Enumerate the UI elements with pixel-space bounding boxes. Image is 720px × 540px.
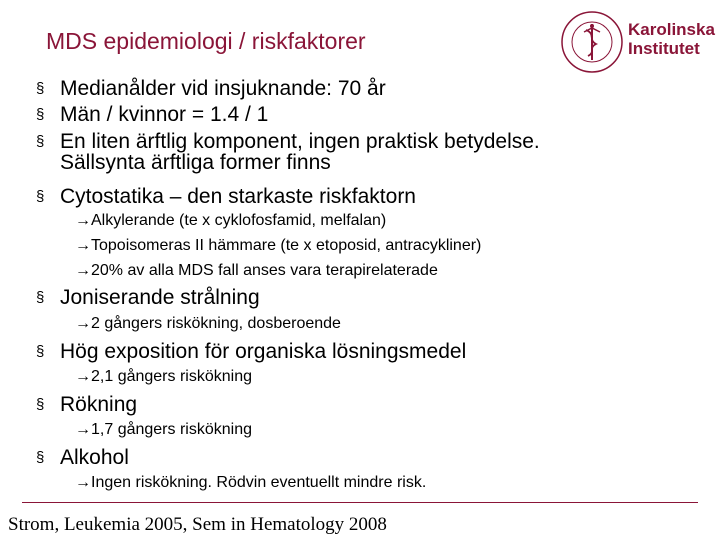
sub-item-text: Ingen riskökning. Rödvin eventuellt mindre risk. xyxy=(91,474,427,491)
sub-item-text: Alkylerande (te x cyklofosfamid, melfalan) xyxy=(91,212,387,229)
karolinska-seal-icon xyxy=(560,10,624,74)
sub-item-text: 2 gångers riskökning, dosberoende xyxy=(91,315,341,332)
sub-item xyxy=(75,237,481,255)
sub-item xyxy=(75,212,386,230)
bullet-text: Hög exposition för organiska lösningsmedel xyxy=(60,340,467,363)
bullet-marker: § xyxy=(36,106,45,123)
bullet-marker: § xyxy=(36,343,45,360)
bullet-marker: § xyxy=(36,188,45,205)
bullet-marker: § xyxy=(36,289,45,306)
slide-title: MDS epidemiologi / riskfaktorer xyxy=(46,28,366,54)
sub-item xyxy=(75,262,438,280)
sub-item xyxy=(75,315,341,333)
sub-item xyxy=(75,368,252,386)
arrow-icon: → xyxy=(75,237,91,254)
footer-divider xyxy=(22,502,698,503)
reference-citation: Strom, Leukemia 2005, Sem in Hematology 2008 xyxy=(8,514,387,535)
bullet-text: Joniserande strålning xyxy=(60,286,260,309)
sub-item-text: Topoisomeras II hämmare (te x etoposid, antracykliner) xyxy=(91,237,482,254)
arrow-icon: → xyxy=(75,421,91,438)
bullet-text: Män / kvinnor = 1.4 / 1 xyxy=(60,103,269,126)
bullet-text: Cytostatika – den starkaste riskfaktorn xyxy=(60,185,416,208)
arrow-icon: → xyxy=(75,368,91,385)
bullet-text-continued: Sällsynta ärftliga former finns xyxy=(60,151,331,174)
logo-wordmark xyxy=(628,20,715,58)
bullet-text: Alkohol xyxy=(60,446,129,469)
logo-line1: Karolinska xyxy=(628,20,715,39)
sub-item-text: 20% av alla MDS fall anses vara terapirelaterade xyxy=(91,262,438,279)
sub-item-text: 2,1 gångers riskökning xyxy=(91,368,252,385)
bullet-text: Rökning xyxy=(60,393,138,416)
bullet-marker: § xyxy=(36,133,45,150)
bullet-marker: § xyxy=(36,80,45,97)
karolinska-logo xyxy=(560,10,715,74)
bullet-marker: § xyxy=(36,396,45,413)
bullet-marker: § xyxy=(36,449,45,466)
arrow-icon: → xyxy=(75,474,91,491)
logo-line2: Institutet xyxy=(628,39,700,58)
sub-item-text: 1,7 gångers riskökning xyxy=(91,421,252,438)
arrow-icon: → xyxy=(75,262,91,279)
sub-item xyxy=(75,474,426,492)
bullet-text: En liten ärftlig komponent, ingen praktisk betydelse. xyxy=(60,130,540,153)
arrow-icon: → xyxy=(75,315,91,332)
arrow-icon: → xyxy=(75,212,91,229)
sub-item xyxy=(75,421,252,439)
bullet-text: Medianålder vid insjuknande: 70 år xyxy=(60,77,386,100)
